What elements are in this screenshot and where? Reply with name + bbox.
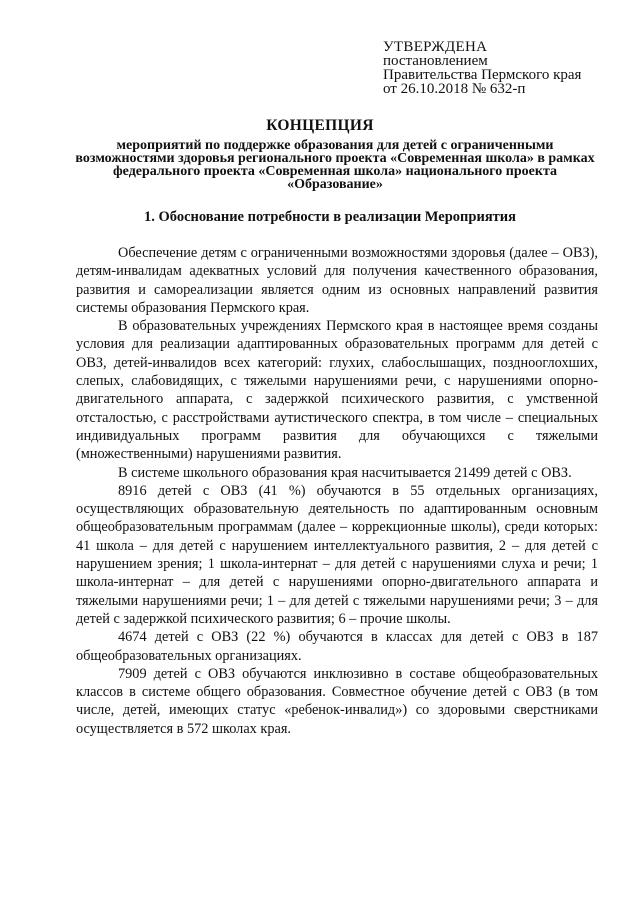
approval-stamp [383,40,581,96]
document-body [76,244,598,738]
paragraph: 8916 детей с ОВЗ (41 %) обучаются в 55 отдельных организациях, осуществляющих образовательную деятельность по адаптированным основным общеобразовательным программам (далее – коррекционные школы), среди которых: 41 школа – для детей с нарушением интеллектуального развития, 2 – для детей с нарушением зрения; 1 школа-интернат – для детей с нарушениями слуха и речи; 1 школа-интернат – для детей с нарушениями опорно-двигательного аппарата и тяжелыми нарушениями речи; 1 – для детей с тяжелыми нарушениями речи; 3 – для детей с задержкой психического развития; 6 – прочие школы. [76,482,598,627]
paragraph: В системе школьного образования края насчитывается 21499 детей с ОВЗ. [118,464,572,481]
section-heading: 1. Обоснование потребности в реализации Мероприятия [144,209,516,225]
paragraph: Обеспечение детям с ограниченными возможностями здоровья (далее – ОВЗ), детям-инвалидам адекватных условий для получения качественного образования, развития и самореализации является одним из основных направлений развития системы образования Пермского края. [76,245,598,316]
paragraph: 4674 детей с ОВЗ (22 %) обучаются в классах для детей с ОВЗ в 187 общеобразовательных организациях. [76,629,598,664]
paragraph: 7909 детей с ОВЗ обучаются инклюзивно в составе общеобразовательных классов в системе общего образования. Совместное обучение детей с ОВЗ (в том числе, детей, имеющих статус «ребенок-инвалид») со здоровыми сверстниками осуществляется в 572 школах края. [76,665,598,737]
approval-line: постановлением [383,53,488,69]
document-subtitle: мероприятий по поддержке образования для детей с ограниченными возможностями здоровья регионального проекта «Современная школа» в рамках федерального проекта «Современная школа» национального проекта «Образование» [75,138,595,192]
approval-line: Правительства Пермского края [383,67,582,83]
paragraph: В образовательных учреждениях Пермского края в настоящее время созданы условия для реализации адаптированных образовательных программ для детей с ОВЗ, детей-инвалидов всех категорий: глухих, слабослышащих, позднооглохших, слепых, слабовидящих, с тяжелыми нарушениями речи, с нарушениями опорно-двигательного аппарата, с задержкой психического развития, с умственной отсталостью, с расстройствами аутистического спектра, в том числе – специальных индивидуальных программ развития для обучающихся с тяжелыми (множественными) нарушениями развития. [76,318,598,463]
approval-line: от 26.10.2018 № 632-п [383,81,526,97]
document-title: КОНЦЕПЦИЯ [266,117,374,134]
approval-line: УТВЕРЖДЕНА [383,39,488,55]
